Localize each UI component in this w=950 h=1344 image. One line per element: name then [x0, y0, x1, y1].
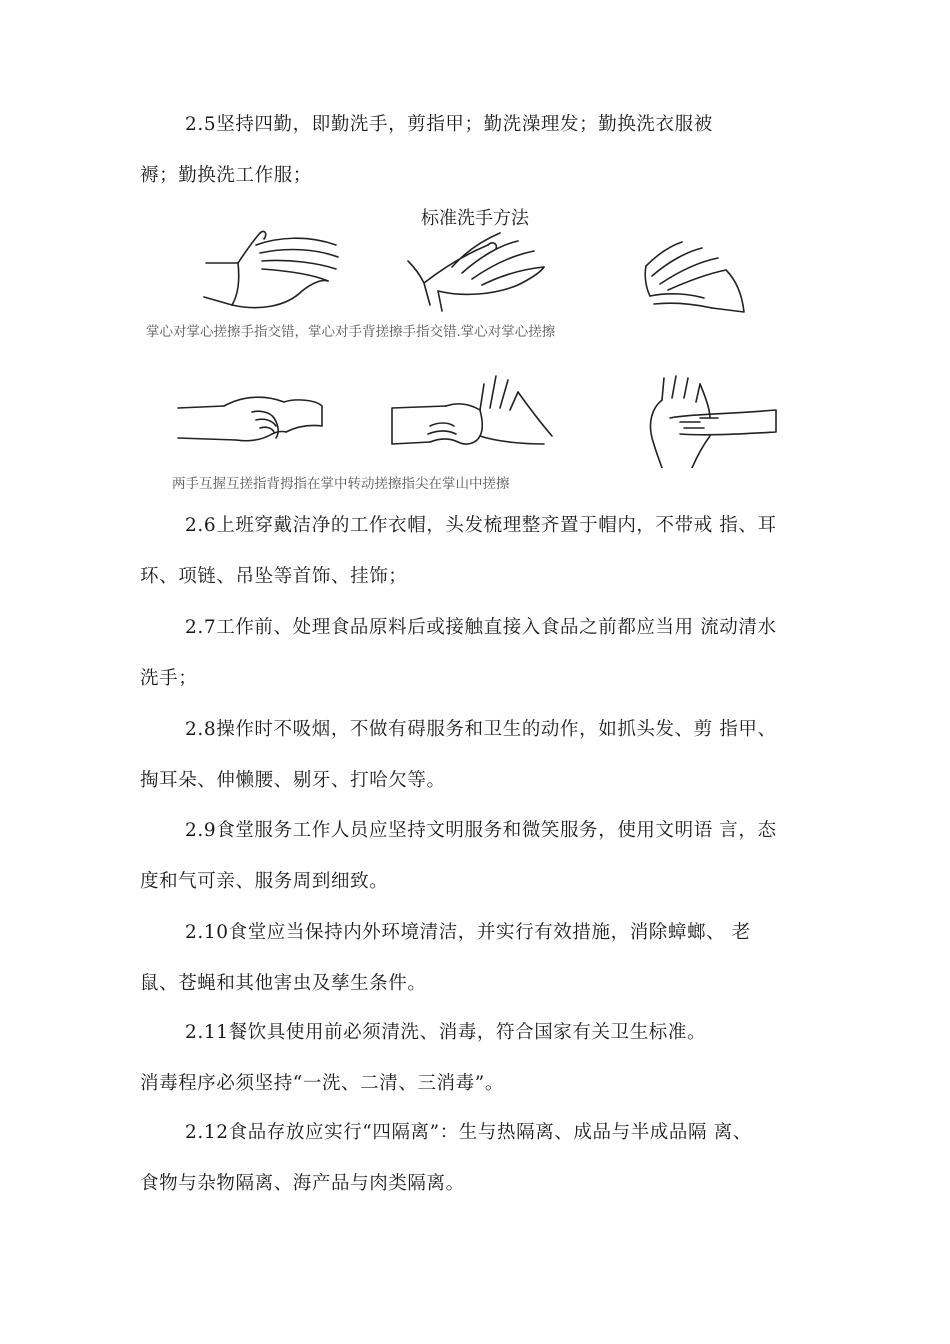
paragraph-line: 食物与杂物隔离、海产品与肉类隔离。: [140, 1173, 465, 1194]
hand-illustration-fingers-interlaced: [640, 236, 755, 316]
paragraph-line: 2.12食品存放应实行“四隔离”：生与热隔离、成品与半成品隔 离、: [185, 1122, 752, 1143]
paragraph-2-6: [140, 500, 820, 602]
paragraph-line: 掏耳朵、伸懒腰、剔牙、打哈欠等。: [140, 770, 446, 791]
hand-illustration-palm-to-palm: [198, 225, 348, 320]
paragraph-2-12: [140, 1107, 820, 1209]
paragraph-line: 褥；勤换洗工作服；: [140, 165, 312, 186]
figure-title: 标准洗手方法: [421, 208, 529, 229]
hand-illustration-fingers-interlocked: [176, 388, 326, 446]
paragraph-line: 环、项链、吊坠等首饰、挂饰；: [140, 566, 408, 587]
paragraph-line: 度和气可亲、服务周到细致。: [140, 871, 389, 892]
paragraph-2-9: [140, 805, 820, 907]
paragraph-2-10: [140, 907, 820, 1009]
paragraph-line: 2.11餐饮具使用前必须清洗、消毒，符合国家有关卫生标准。: [185, 1022, 707, 1043]
hand-illustration-palm-over-back: [402, 225, 562, 315]
figure-caption-row-2: 两手互握互搓指背拇指在掌中转动搓擦指尖在掌山中搓擦: [172, 476, 510, 492]
paragraph-line: 洗手；: [140, 668, 198, 689]
paragraph-line: 2.7工作前、处理食品原料后或接触直接入食品之前都应当用 流动清水: [185, 617, 777, 638]
hand-illustration-thumb-rotation: [388, 372, 558, 454]
figure-caption-row-1: 掌心对掌心搓擦手指交错，掌心对手背搓擦手指交错.掌心对掌心搓擦: [146, 324, 556, 340]
hand-illustration-fingertips-in-palm: [640, 374, 780, 468]
paragraph-2-8: [140, 704, 820, 806]
paragraph-2-7: [140, 602, 820, 704]
paragraph-line: 2.10食堂应当保持内外环境清洁，并实行有效措施，消除蟑螂、 老: [185, 922, 751, 943]
paragraph-line: 鼠、苍蝇和其他害虫及孳生条件。: [140, 973, 427, 994]
paragraph-line: 2.8操作时不吸烟，不做有碍服务和卫生的动作，如抓头发、剪 指甲、: [185, 719, 777, 740]
paragraph-line: 2.9食堂服务工作人员应坚持文明服务和微笑服务，使用文明语 言，态: [185, 820, 777, 841]
paragraph-line: 2.6上班穿戴洁净的工作衣帽，头发梳理整齐置于帽内，不带戒 指、耳: [185, 515, 777, 536]
paragraph-line: 2.5坚持四勤，即勤洗手，剪指甲；勤洗澡理发；勤换洗衣服被: [185, 114, 713, 135]
paragraph-2-5: [140, 99, 820, 201]
paragraph-line: 消毒程序必须坚持“一洗、二清、三消毒”。: [140, 1073, 504, 1094]
paragraph-2-11: [140, 1007, 820, 1109]
